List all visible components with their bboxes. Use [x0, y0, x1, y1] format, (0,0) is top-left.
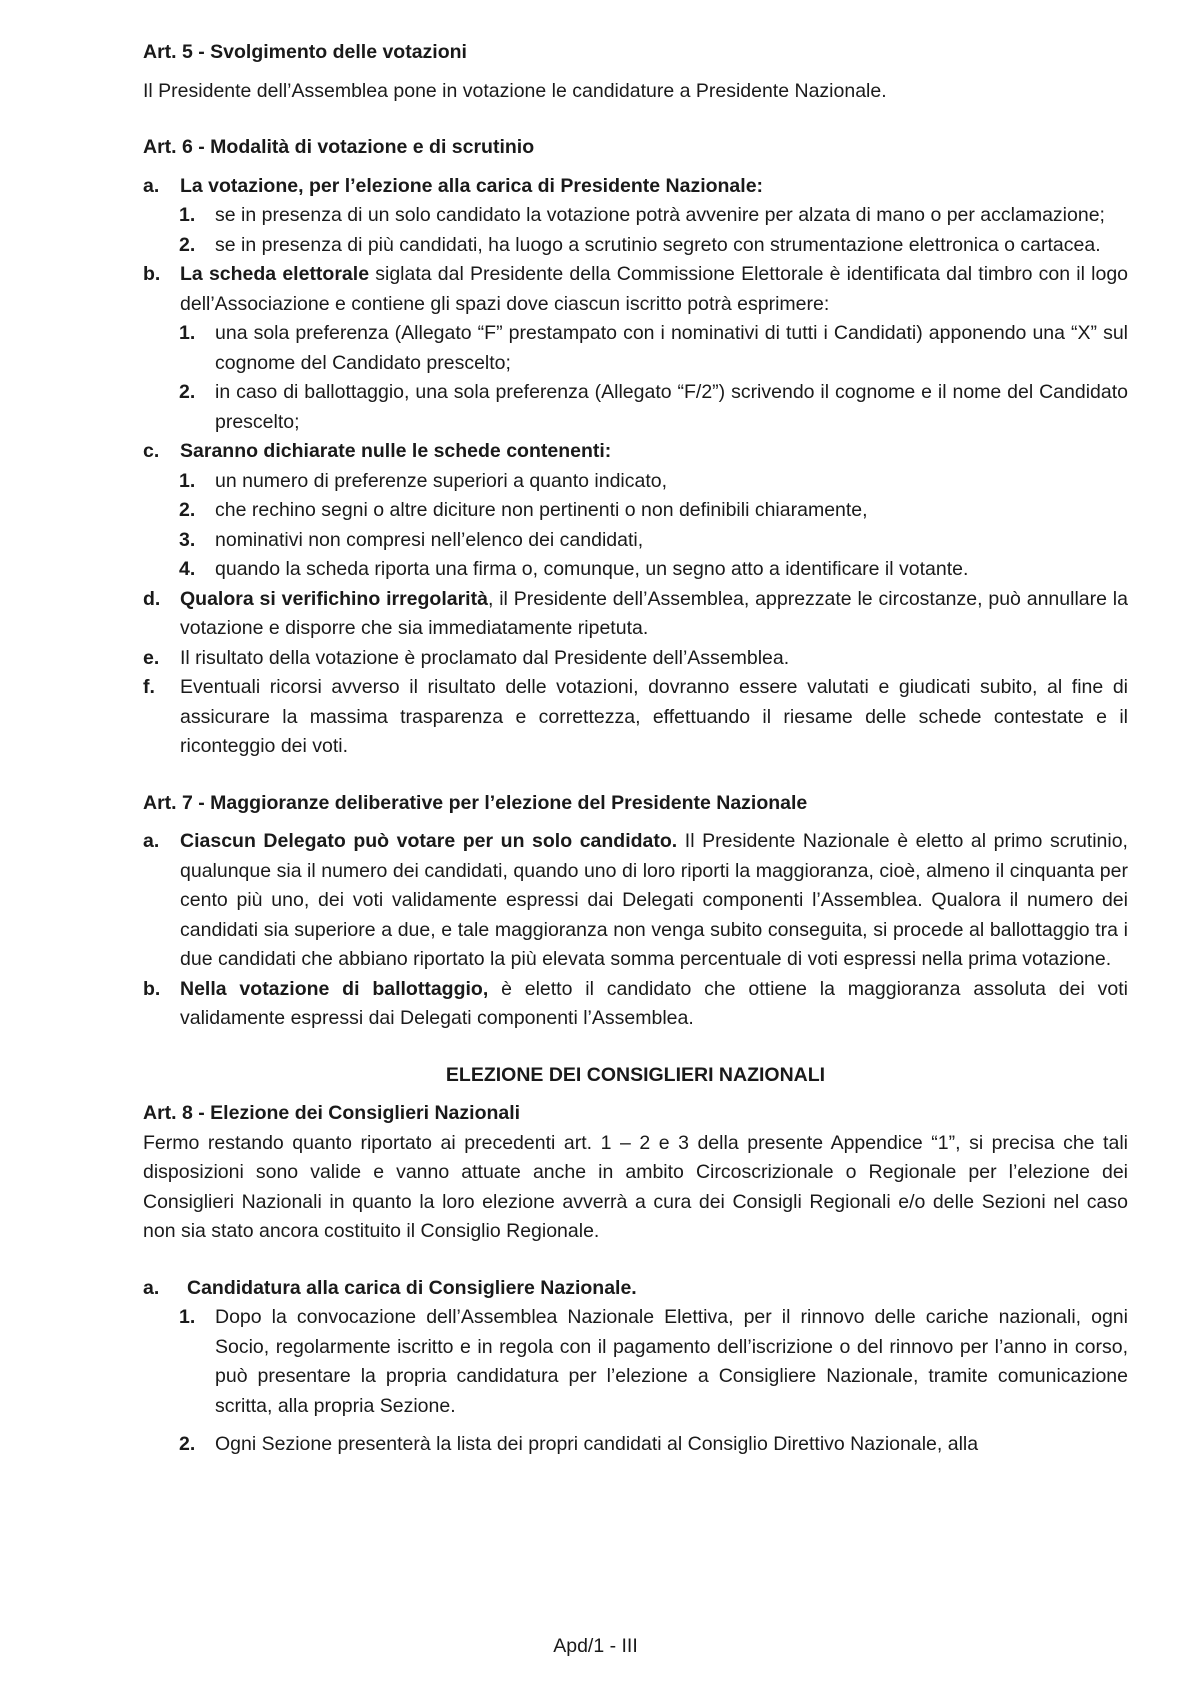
art8-a-sub-1 [143, 1303, 1128, 1421]
section-title: ELEZIONE DEI CONSIGLIERI NAZIONALI [445, 1063, 826, 1086]
art6-b-sub-2 [143, 378, 1128, 437]
art6-f-text: Eventuali ricorsi avverso il risultato delle votazioni, dovranno essere valutati e giudicati subito, al fine di assicurare la massima trasparenza e correttezza, effettuando il riesame delle schede contestate e il riconteggio dei voti. [180, 676, 1128, 757]
art6-item-c [143, 437, 1128, 467]
art6-c-sub-1 [143, 467, 1128, 497]
art6-a-sub-2 [143, 231, 1128, 261]
art5-title: Art. 5 - Svolgimento delle votazioni [143, 41, 467, 63]
art6-e-marker: e. [143, 646, 160, 669]
art6-a-marker: a. [143, 174, 160, 197]
art6-c-sub-2-text: che rechino segni o altre diciture non pertinenti o non definibili chiaramente, [215, 499, 868, 521]
art6-a-sub-1-text: se in presenza di un solo candidato la votazione potrà avvenire per alzata di mano o per acclamazione; [215, 204, 1105, 226]
art7-a-text: Il Presidente Nazionale è eletto al primo scrutinio, qualunque sia il numero dei candidati, quando uno di loro riporti la maggioranza, cioè, almeno il cinquanta per cento più uno, dei voti validamente espressi dai Delegati componenti l’Assemblea. Qualora il numero dei candidati sia superiore a due, e tale maggioranza non venga subito conseguita, si procede al ballottaggio tra i due candidati che abbiano riportato la più elevata somma percentuale di voti espressi nella prima votazione. [180, 830, 1128, 970]
art7-a-lead: Ciascun Delegato può votare per un solo candidato. [180, 830, 678, 852]
art6-b-sub-2-text: in caso di ballottaggio, una sola preferenza (Allegato “F/2”) scrivendo il cognome e il nome del Candidato prescelto; [215, 381, 1128, 433]
art6-f-marker: f. [143, 676, 155, 698]
art6-b-sub-1-number: 1. [179, 322, 196, 344]
art8-title: Art. 8 - Elezione dei Consiglieri Nazionali [143, 1102, 521, 1124]
art8-a-sub-1-number: 1. [179, 1306, 196, 1328]
art6-b-sub-2-number: 2. [179, 381, 196, 403]
art6-e-text: Il risultato della votazione è proclamato dal Presidente dell’Assemblea. [180, 646, 790, 669]
art8-a-marker: a. [143, 1276, 160, 1299]
art6-item-a [143, 172, 1128, 202]
art7-item-b [143, 975, 1128, 1034]
art6-c-marker: c. [143, 440, 160, 462]
art8-a-sub-2-text: Ogni Sezione presenterà la lista dei propri candidati al Consiglio Direttivo Nazionale, alla [215, 1433, 979, 1455]
art8-item-a [143, 1274, 1128, 1304]
art6-c-lead: Saranno dichiarate nulle le schede contenenti: [180, 440, 612, 462]
art6-b-lead: La scheda elettorale [180, 263, 370, 285]
art8-a-sub-2 [143, 1430, 1128, 1460]
document-body [143, 38, 1128, 1460]
art6-item-d [143, 585, 1128, 644]
art6-a-sub-1 [143, 201, 1128, 231]
art6-d-lead: Qualora si verifichino irregolarità [180, 587, 488, 610]
art6-title: Art. 6 - Modalità di votazione e di scrutinio [143, 136, 535, 158]
art6-c-sub-3-text: nominativi non compresi nell’elenco dei candidati, [215, 528, 644, 551]
art6-b-marker: b. [143, 263, 161, 285]
art6-c-sub-2-number: 2. [179, 499, 196, 521]
art6-c-sub-3 [143, 526, 1128, 556]
art6-b-sub-1 [143, 319, 1128, 378]
art7-b-text: è eletto il candidato che ottiene la maggioranza assoluta dei voti validamente espressi dai Delegati componenti l’Assemblea. [180, 977, 1128, 1029]
art6-a-sub-1-number: 1. [179, 204, 196, 226]
art5-text: Il Presidente dell’Assemblea pone in votazione le candidature a Presidente Nazionale. [143, 79, 887, 102]
art7-title: Art. 7 - Maggioranze deliberative per l’elezione del Presidente Nazionale [143, 791, 808, 814]
art8-a-sub-2-number: 2. [179, 1433, 196, 1455]
art7-a-marker: a. [143, 830, 160, 852]
page-footer: Apd/1 - III [553, 1635, 638, 1657]
art6-c-sub-4-text: quando la scheda riporta una firma o, comunque, un segno atto a identificare il votante. [215, 558, 969, 580]
art6-c-sub-2 [143, 496, 1128, 526]
art6-a-sub-2-text: se in presenza di più candidati, ha luogo a scrutinio segreto con strumentazione elettronica o cartacea. [215, 233, 1101, 256]
art6-item-f [143, 673, 1128, 762]
art6-b-sub-1-text: una sola preferenza (Allegato “F” prestampato con i nominativi di tutti i Candidati) apponendo una “X” sul cognome del Candidato prescelto; [215, 322, 1128, 374]
art6-d-marker: d. [143, 587, 161, 610]
art6-b-text: siglata dal Presidente della Commissione Elettorale è identificata dal timbro con il logo dell’Associazione e contiene gli spazi dove ciascun iscritto potrà esprimere: [180, 263, 1129, 315]
art6-a-sub-2-number: 2. [179, 233, 196, 256]
art6-c-sub-4-number: 4. [179, 558, 196, 580]
art6-c-sub-4 [143, 555, 1128, 585]
art7-item-a [143, 827, 1128, 975]
art6-d-text: , il Presidente dell’Assemblea, apprezzate le circostanze, può annullare la votazione e disporre che sia immediatamente ripetuta. [180, 587, 1128, 639]
art6-c-sub-1-number: 1. [179, 469, 196, 492]
art7-b-marker: b. [143, 977, 161, 1000]
art7-b-lead: Nella votazione di ballottaggio, [180, 977, 489, 1000]
art6-item-e [143, 644, 1128, 674]
art6-c-sub-3-number: 3. [179, 528, 196, 551]
art6-a-lead: La votazione, per l’elezione alla carica di Presidente Nazionale: [180, 174, 764, 197]
art6-item-b [143, 260, 1128, 319]
art8-text: Fermo restando quanto riportato ai precedenti art. 1 – 2 e 3 della presente Appendice “1”, si precisa che tali disposizioni sono valide e vanno attuate anche in ambito Circoscrizionale o Regionale per l’elezione dei Consiglieri Nazionali in quanto la loro elezione avverrà a cura dei Consigli Regionali e/o delle Sezioni nel caso non sia stato ancora costituito il Consiglio Regionale. [143, 1131, 1128, 1242]
art8-a-lead: Candidatura alla carica di Consigliere Nazionale. [187, 1276, 637, 1299]
art6-c-sub-1-text: un numero di preferenze superiori a quanto indicato, [215, 469, 668, 492]
art8-a-sub-1-text: Dopo la convocazione dell’Assemblea Nazionale Elettiva, per il rinnovo delle cariche nazionali, ogni Socio, regolarmente iscritto e in regola con il pagamento dell’iscrizione o del rinnovo per l’anno in corso, può presentare la propria candidatura per l’elezione a Consigliere Nazionale, tramite comunicazione scritta, alla propria Sezione. [215, 1306, 1128, 1417]
